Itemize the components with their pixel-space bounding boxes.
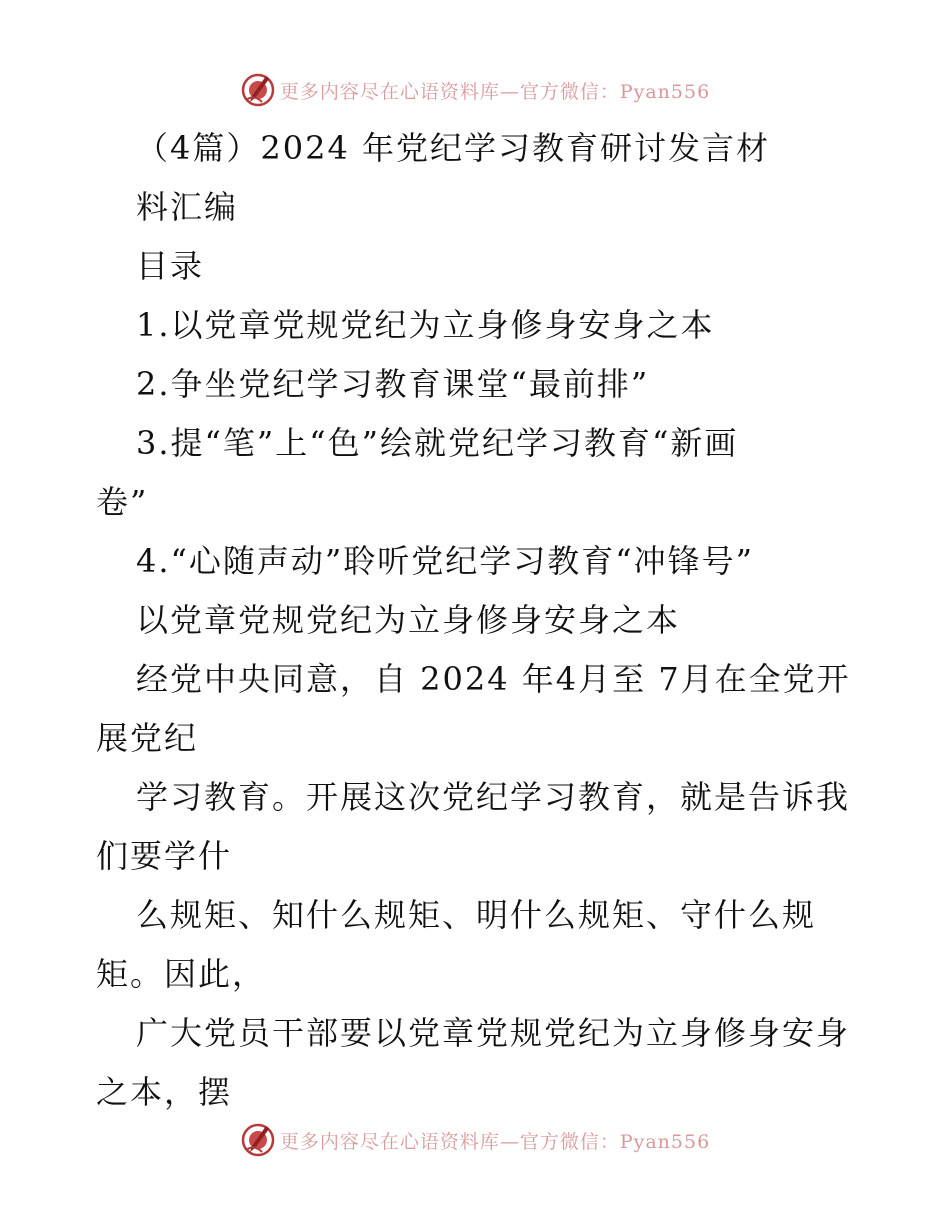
watermark-header (0, 70, 950, 110)
toc-item-3: 3.提“笔”上“色”绘就党纪学习教育“新画 (136, 424, 739, 462)
doc-title-line-2: 料汇编 (136, 188, 239, 226)
paragraph-line: 们要学什 (96, 837, 233, 875)
document-body (96, 119, 866, 1122)
toc-item-2: 2.争坐党纪学习教育课堂“最前排” (136, 365, 650, 403)
paragraph-line: 学习教育。开展这次党纪学习教育，就是告诉我 (136, 778, 851, 816)
quill-logo-icon (240, 72, 276, 108)
toc-item-1: 1.以党章党规党纪为立身修身安身之本 (136, 306, 715, 344)
watermark-text: 更多内容尽在心语资料库—官方微信：Pyan556 (279, 1130, 711, 1153)
paragraph-line: 么规矩、知什么规矩、明什么规矩、守什么规 (136, 896, 817, 934)
toc-item-3-cont: 卷” (96, 483, 149, 521)
toc-heading: 目录 (136, 247, 205, 285)
watermark-footer (0, 1120, 950, 1160)
doc-title-line-1: （4篇）2024 年党纪学习教育研讨发言材 (136, 129, 770, 167)
watermark-text: 更多内容尽在心语资料库—官方微信：Pyan556 (279, 80, 711, 103)
quill-logo-icon (240, 1122, 276, 1158)
paragraph-line: 广大党员干部要以党章党规党纪为立身修身安身 (136, 1014, 851, 1052)
paragraph-line: 之本，摆 (96, 1073, 233, 1111)
toc-item-4: 4.“心随声动”聆听党纪学习教育“冲锋号” (136, 542, 754, 580)
section-heading: 以党章党规党纪为立身修身安身之本 (136, 601, 681, 639)
paragraph-line: 展党纪 (96, 719, 199, 757)
paragraph-line: 经党中央同意，自 2024 年4月至 7月在全党开 (136, 660, 851, 698)
paragraph-line: 矩。因此， (96, 955, 267, 993)
